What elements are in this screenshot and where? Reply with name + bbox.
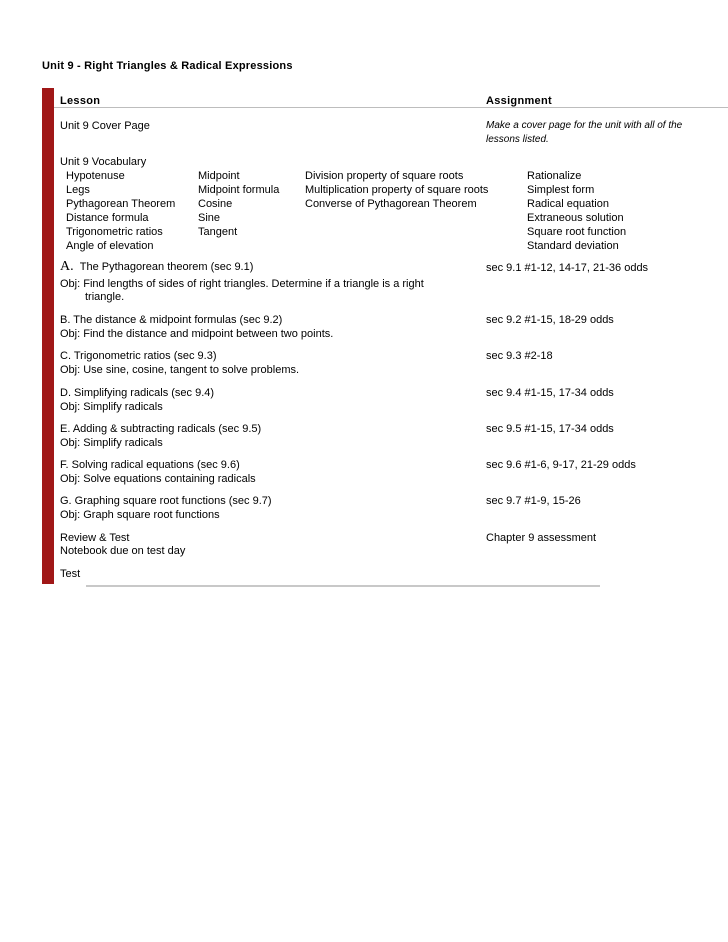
lesson-a-letter: A. xyxy=(60,259,74,274)
lesson-f-objective: Obj: Solve equations containing radicals xyxy=(60,473,256,485)
review-note: Notebook due on test day xyxy=(60,545,186,557)
lesson-d-title: D. Simplifying radicals (sec 9.4) xyxy=(60,387,215,399)
lesson-c-assignment: sec 9.3 #2-18 xyxy=(486,350,553,362)
vocab-term: Pythagorean Theorem xyxy=(66,198,176,210)
header-divider xyxy=(54,107,728,108)
vocab-term: Midpoint formula xyxy=(198,184,280,196)
review-assignment: Chapter 9 assessment xyxy=(486,532,597,544)
vocab-term: Trigonometric ratios xyxy=(66,226,163,238)
lesson-c-title: C. Trigonometric ratios (sec 9.3) xyxy=(60,350,217,362)
lesson-a-assignment: sec 9.1 #1-12, 14-17, 21-36 odds xyxy=(486,262,649,274)
cover-assignment-line2: lessons listed. xyxy=(486,134,549,145)
cover-lesson: Unit 9 Cover Page xyxy=(60,120,150,132)
vocab-term: Tangent xyxy=(198,226,238,238)
vocab-term: Standard deviation xyxy=(527,240,619,252)
lesson-b-assignment: sec 9.2 #1-15, 18-29 odds xyxy=(486,314,614,326)
page-title: Unit 9 - Right Triangles & Radical Expressions xyxy=(42,60,293,72)
vocab-term: Division property of square roots xyxy=(305,170,464,182)
vocab-col-3 xyxy=(305,169,488,211)
lesson-d-objective: Obj: Simplify radicals xyxy=(60,401,163,413)
lesson-e-assignment: sec 9.5 #1-15, 17-34 odds xyxy=(486,423,614,435)
vocab-term: Square root function xyxy=(527,226,627,238)
lesson-a-objective-cont: triangle. xyxy=(85,291,125,303)
lesson-a-title xyxy=(60,260,253,274)
vocab-term: Sine xyxy=(198,212,221,224)
lesson-f-assignment: sec 9.6 #1-6, 9-17, 21-29 odds xyxy=(486,459,636,471)
lesson-c-objective: Obj: Use sine, cosine, tangent to solve problems. xyxy=(60,364,300,376)
lesson-g-assignment: sec 9.7 #1-9, 15-26 xyxy=(486,495,581,507)
lesson-g-title: G. Graphing square root functions (sec 9.7) xyxy=(60,495,272,507)
lesson-d-assignment: sec 9.4 #1-15, 17-34 odds xyxy=(486,387,614,399)
vocab-col-4 xyxy=(527,169,626,253)
red-margin-bar xyxy=(42,88,54,584)
vocab-term: Hypotenuse xyxy=(66,170,125,182)
lesson-e-title: E. Adding & subtracting radicals (sec 9.5) xyxy=(60,423,262,435)
vocab-term: Simplest form xyxy=(527,184,595,196)
vocab-col-2 xyxy=(198,169,279,239)
lesson-b-title: B. The distance & midpoint formulas (sec 9.2) xyxy=(60,314,283,326)
vocab-term: Angle of elevation xyxy=(66,240,154,252)
lesson-header: Lesson xyxy=(60,95,101,107)
assignment-header: Assignment xyxy=(486,95,552,107)
lesson-e-objective: Obj: Simplify radicals xyxy=(60,437,163,449)
lesson-g-objective: Obj: Graph square root functions xyxy=(60,509,220,521)
vocab-term: Legs xyxy=(66,184,90,196)
test-label: Test xyxy=(60,568,81,580)
lesson-a-objective: Obj: Find lengths of sides of right triangles. Determine if a triangle is a right xyxy=(60,278,424,290)
vocab-title: Unit 9 Vocabulary xyxy=(60,156,147,168)
vocab-term: Extraneous solution xyxy=(527,212,624,224)
bottom-divider xyxy=(86,585,600,587)
lesson-b-objective: Obj: Find the distance and midpoint between two points. xyxy=(60,328,334,340)
vocab-term: Radical equation xyxy=(527,198,609,210)
review-title: Review & Test xyxy=(60,532,130,544)
vocab-term: Cosine xyxy=(198,198,233,210)
vocab-term: Multiplication property of square roots xyxy=(305,184,489,196)
vocab-col-1 xyxy=(66,169,175,253)
lesson-a-name: The Pythagorean theorem (sec 9.1) xyxy=(79,261,254,273)
vocab-term: Midpoint xyxy=(198,170,240,182)
cover-assignment-line1: Make a cover page for the unit with all of the xyxy=(486,120,683,131)
vocab-term: Distance formula xyxy=(66,212,149,224)
lesson-f-title: F. Solving radical equations (sec 9.6) xyxy=(60,459,240,471)
vocab-term: Rationalize xyxy=(527,170,582,182)
vocab-term: Converse of Pythagorean Theorem xyxy=(305,198,477,210)
